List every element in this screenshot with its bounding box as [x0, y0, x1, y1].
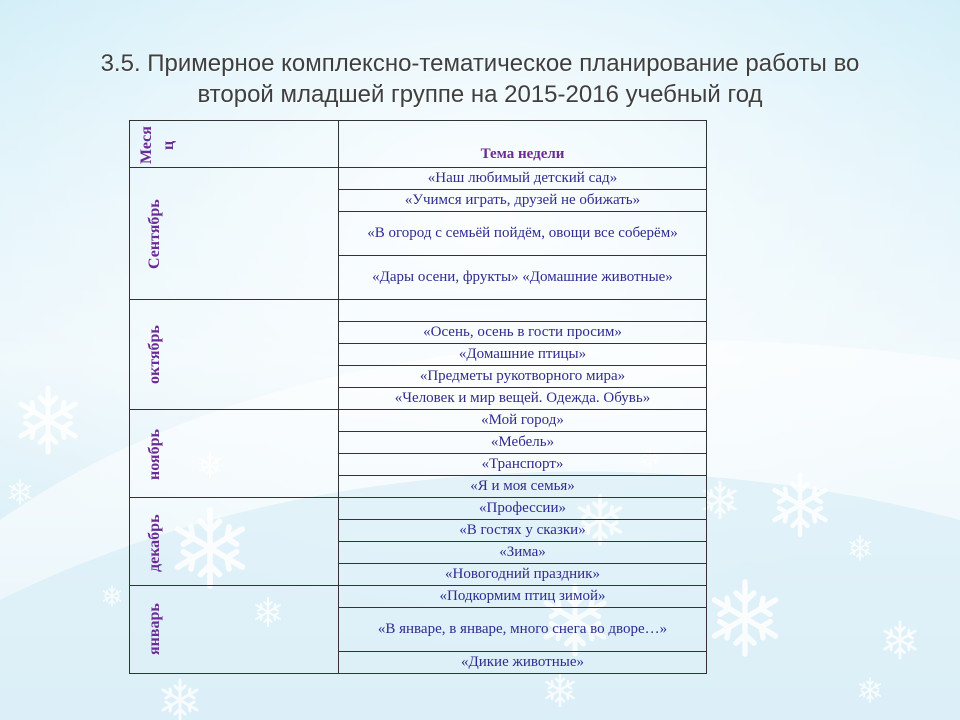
theme-cell: «Дары осени, фрукты» «Домашние животные»: [339, 256, 707, 300]
header-month-label-2: ц: [160, 140, 177, 150]
month-cell-october: [130, 300, 339, 410]
theme-cell: «Транспорт»: [339, 454, 707, 476]
table-row: [130, 168, 707, 190]
month-label-december: декабрь: [146, 514, 163, 572]
theme-cell: «Осень, осень в гости просим»: [339, 322, 707, 344]
theme-cell: «Зима»: [339, 542, 707, 564]
theme-cell: «Новогодний праздник»: [339, 564, 707, 586]
table-row: [130, 410, 707, 432]
month-cell-january: [130, 586, 339, 674]
theme-cell: «Мебель»: [339, 432, 707, 454]
header-month-label-1: Меся: [138, 126, 155, 164]
theme-cell: «В гостях у сказки»: [339, 520, 707, 542]
theme-cell: «Учимся играть, друзей не обижать»: [339, 190, 707, 212]
theme-cell: «Человек и мир вещей. Одежда. Обувь»: [339, 388, 707, 410]
theme-cell: «Я и моя семья»: [339, 476, 707, 498]
month-cell-september: [130, 168, 339, 300]
theme-cell: «Предметы рукотворного мира»: [339, 366, 707, 388]
month-label-october: октябрь: [146, 325, 163, 385]
header-theme-cell: [339, 121, 707, 168]
slide-title-line1: 3.5. Примерное комплексно-тематическое планирование работы во: [100, 50, 860, 77]
table-row: [130, 586, 707, 608]
theme-cell: «Мой город»: [339, 410, 707, 432]
month-label-november: ноябрь: [146, 429, 163, 481]
header-month-cell: [130, 121, 339, 168]
planning-table: [129, 120, 707, 674]
slide-title: [20, 48, 940, 110]
theme-cell: «Домашние птицы»: [339, 344, 707, 366]
theme-cell: [339, 300, 707, 322]
theme-cell: «В январе, в январе, много снега во дворе…»: [339, 608, 707, 652]
theme-cell: «В огород с семьёй пойдём, овощи все соберём»: [339, 212, 707, 256]
table-row: [130, 498, 707, 520]
table-row: [130, 300, 707, 322]
theme-cell: «Подкормим птиц зимой»: [339, 586, 707, 608]
theme-cell: «Дикие животные»: [339, 652, 707, 674]
header-theme-label: Тема недели: [480, 146, 565, 162]
theme-cell: «Профессии»: [339, 498, 707, 520]
month-cell-december: [130, 498, 339, 586]
month-cell-november: [130, 410, 339, 498]
month-label-september: Сентябрь: [146, 199, 163, 269]
theme-cell: «Наш любимый детский сад»: [339, 168, 707, 190]
slide-title-line2: второй младшей группе на 2015-2016 учебный год: [197, 81, 763, 108]
month-label-january: январь: [146, 603, 163, 655]
table-header-row: [130, 121, 707, 168]
